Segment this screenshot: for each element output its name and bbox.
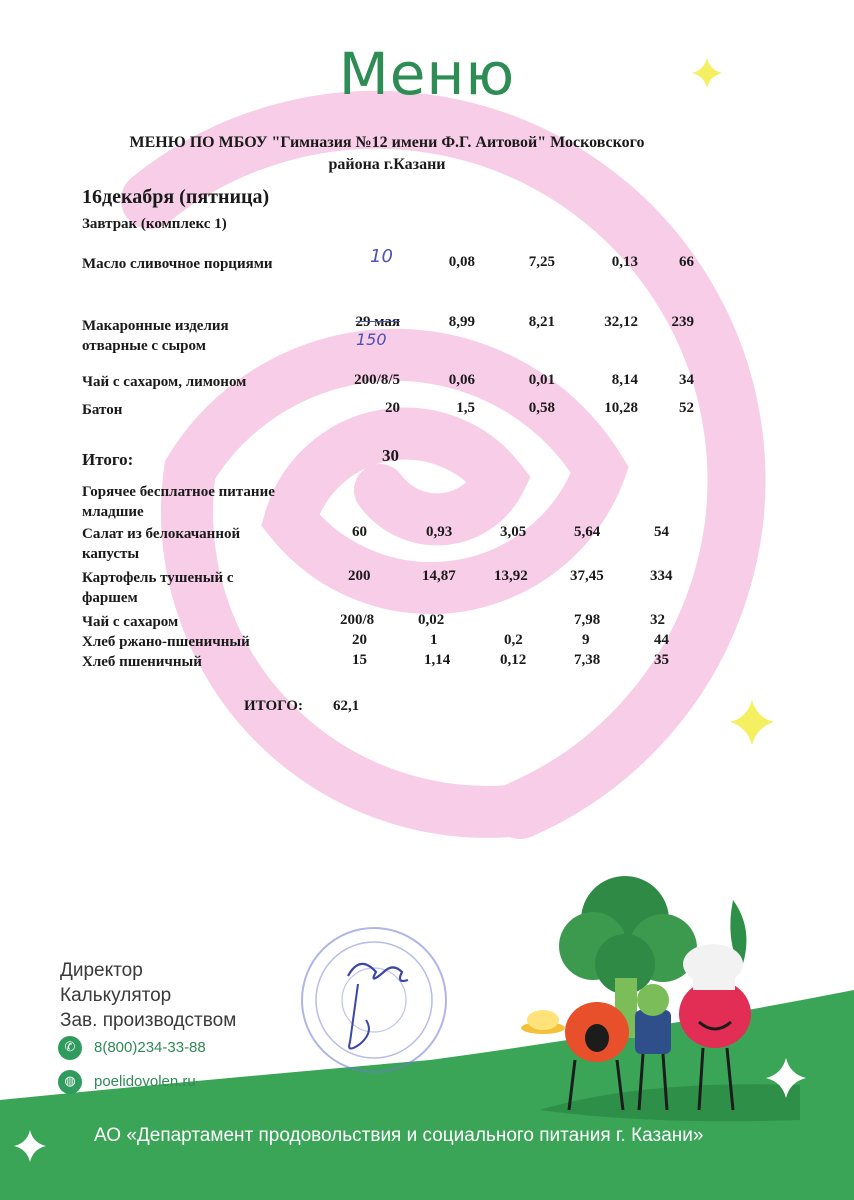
fat-value: 3,05	[500, 524, 527, 540]
portion-value: 200/8/5	[354, 372, 400, 388]
menu-item-name: Хлеб ржано-пшеничный	[82, 634, 250, 650]
globe-icon: ◍	[58, 1070, 82, 1094]
footer-role-production: Зав. производством	[60, 1010, 237, 1031]
pink-spiral-decoration	[150, 120, 736, 812]
portion-value: 20	[352, 632, 367, 648]
footer-role-calculator: Калькулятор	[60, 985, 172, 1006]
website-link[interactable]: poelidovolen.ru	[94, 1073, 196, 1090]
carbs-value: 32,12	[604, 314, 638, 330]
kcal-value: 334	[650, 568, 673, 584]
organization-name: АО «Департамент продовольствия и социального питания г. Казани»	[94, 1125, 704, 1146]
portion-value: 60	[352, 524, 367, 540]
phone-icon: ✆	[58, 1036, 82, 1060]
handwritten-portion: 150	[356, 330, 387, 349]
menu-item-name: Батон	[82, 402, 123, 418]
menu-item-name: Картофель тушеный с фаршем	[82, 570, 234, 606]
protein-value: 1	[430, 632, 438, 648]
portion-value: 20	[385, 400, 400, 416]
carbs-value: 37,45	[570, 568, 604, 584]
fat-value: 0,2	[504, 632, 523, 648]
menu-item-name: Масло сливочное порциями	[82, 256, 273, 272]
kcal-value: 239	[671, 314, 694, 330]
menu-item-name: Чай с сахаром	[82, 614, 179, 630]
fat-value: 7,25	[528, 254, 555, 270]
kcal-value: 66	[679, 254, 694, 270]
carbs-value: 10,28	[604, 400, 638, 416]
protein-value: 14,87	[422, 568, 456, 584]
document-header	[0, 132, 774, 176]
kcal-value: 34	[679, 372, 694, 388]
vegetable-mascots-illustration	[505, 860, 805, 1120]
menu-item-name: Хлеб пшеничный	[82, 654, 202, 670]
carbs-value: 7,98	[574, 612, 601, 628]
menu-logo: Меню	[338, 40, 516, 108]
breakfast-total-label: Итого:	[82, 450, 134, 469]
portion-value-crossed: 29 мая	[355, 314, 400, 330]
phone-number[interactable]: 8(800)234-33-88	[94, 1039, 206, 1056]
header-line-1: МЕНЮ ПО МБОУ "Гимназия №12 имени Ф.Г. Аитовой" Московского	[129, 134, 645, 151]
hot-meal-title: Горячее бесплатное питание младшие	[82, 484, 275, 520]
fat-value: 8,21	[528, 314, 555, 330]
kcal-value: 54	[654, 524, 669, 540]
breakfast-total-value: 30	[382, 446, 399, 465]
carbs-value: 7,38	[574, 652, 601, 668]
protein-value: 1,5	[456, 400, 475, 416]
official-stamp	[298, 924, 450, 1076]
fat-value: 0,12	[500, 652, 527, 668]
protein-value: 0,93	[426, 524, 453, 540]
carbs-value: 5,64	[574, 524, 601, 540]
protein-value: 1,14	[424, 652, 451, 668]
protein-value: 0,06	[448, 372, 475, 388]
kcal-value: 35	[654, 652, 669, 668]
carbs-value: 0,13	[611, 254, 638, 270]
menu-item-name: Салат из белокачанной капусты	[82, 526, 241, 562]
menu-item-name: Чай с сахаром, лимоном	[82, 374, 247, 390]
protein-value: 0,02	[418, 612, 445, 628]
kcal-value: 52	[679, 400, 694, 416]
hot-meal-total-label: ИТОГО:	[244, 698, 303, 714]
menu-item-name: Макаронные изделия отварные с сыром	[82, 318, 229, 354]
protein-value: 0,08	[448, 254, 475, 270]
portion-value: 15	[352, 652, 367, 668]
protein-value: 8,99	[448, 314, 475, 330]
breakfast-title: Завтрак (комплекс 1)	[82, 216, 227, 232]
handwritten-portion: 10	[370, 246, 393, 267]
fat-value: 0,58	[528, 400, 555, 416]
kcal-value: 32	[650, 612, 665, 628]
header-line-2: района г.Казани	[328, 156, 446, 173]
fat-value: 13,92	[494, 568, 528, 584]
carbs-value: 9	[582, 632, 590, 648]
fat-value: 0,01	[528, 372, 555, 388]
menu-date: 16декабря (пятница)	[82, 186, 270, 208]
kcal-value: 44	[654, 632, 669, 648]
carbs-value: 8,14	[611, 372, 638, 388]
hot-meal-total-value: 62,1	[333, 698, 360, 714]
footer-role-director: Директор	[60, 960, 143, 981]
portion-value: 200	[348, 568, 371, 584]
portion-value: 200/8	[340, 612, 375, 628]
